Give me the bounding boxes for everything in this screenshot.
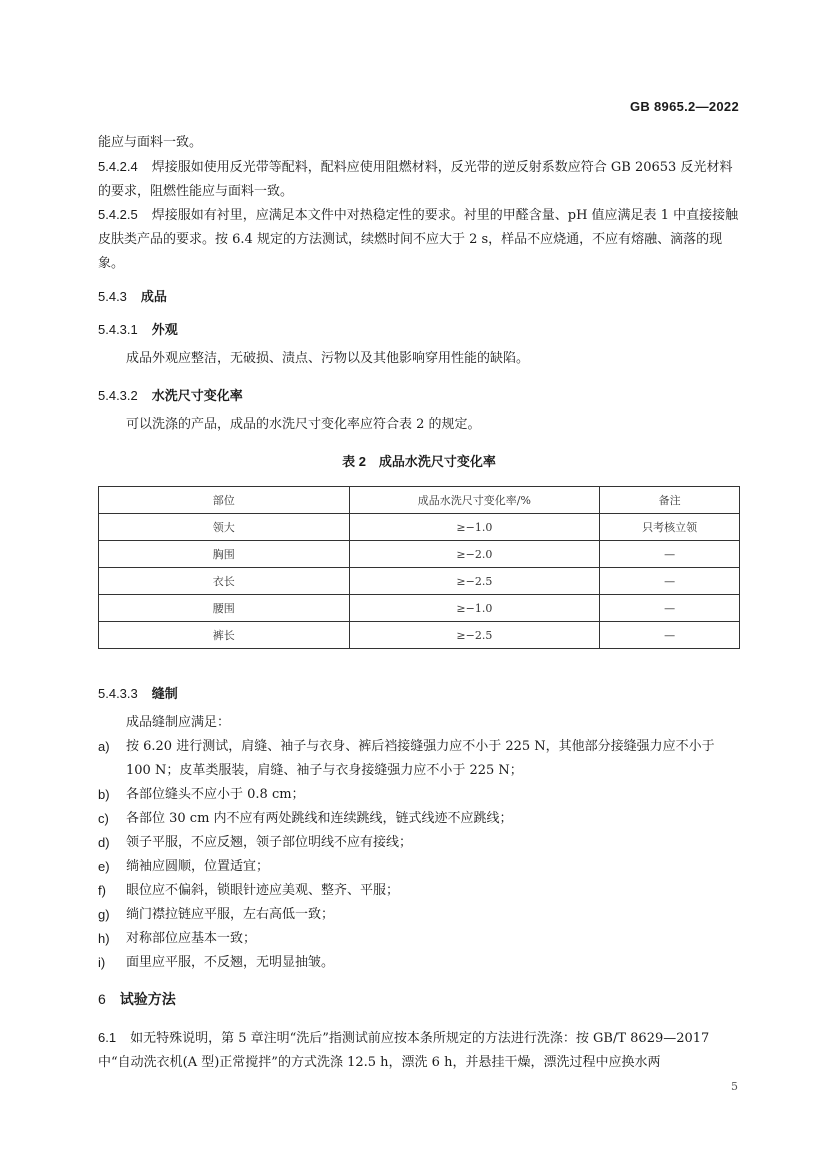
heading-title: 外观 <box>151 322 178 337</box>
list-marker: d) <box>98 835 110 850</box>
list-item-text: 各部位 30 cm 内不应有两处跳线和连续跳线，链式线迹不应跳线； <box>126 811 513 826</box>
heading-title: 成品 <box>140 289 167 304</box>
document-header: GB 8965.2—2022 <box>630 99 739 114</box>
list-marker: b) <box>98 787 110 802</box>
column-header: 备注 <box>600 487 740 514</box>
list-item <box>98 735 740 783</box>
clause-5-4-3-2-text: 可以洗涤的产品，成品的水洗尺寸变化率应符合表 2 的规定。 <box>126 417 481 432</box>
table-cell: 胸围 <box>99 541 350 568</box>
list-item <box>98 855 740 879</box>
list-marker: g) <box>98 907 110 922</box>
list-marker: a) <box>98 739 110 754</box>
table-cell: 只考核立领 <box>600 514 740 541</box>
list-marker: c) <box>98 811 109 826</box>
list-item-text: 各部位缝头不应小于 0.8 cm； <box>126 787 305 802</box>
heading-5-4-3-1 <box>98 319 178 338</box>
list-item <box>98 783 740 807</box>
table-header-row <box>99 487 740 514</box>
heading-5-4-3 <box>98 286 167 305</box>
clause-text: 焊接服如使用反光带等配料，配料应使用阻燃材料，反光带的逆反射系数应符合 GB 20653 反光材料的要求，阻燃性能应与面料一致。 <box>98 160 733 199</box>
table-cell: ≥−2.0 <box>349 541 600 568</box>
table-cell: — <box>600 541 740 568</box>
clause-text: 如无特殊说明，第 5 章注明“洗后”指测试前应按本条所规定的方法进行洗涤：按 GB/T 8629—2017 中“自动洗衣机(A 型)正常搅拌”的方式洗涤 12.5 h，漂洗 6 h，并悬挂干燥，漂洗过程中应换水两 <box>98 1031 710 1070</box>
heading-5-4-3-2 <box>98 385 243 404</box>
list-marker: f) <box>98 883 106 898</box>
table-cell: 衣长 <box>99 568 350 595</box>
table-row <box>99 568 740 595</box>
heading-5-4-3-3 <box>98 683 178 702</box>
clause-text: 焊接服如有衬里，应满足本文件中对热稳定性的要求。衬里的甲醛含量、pH 值应满足表 1 中直接接触皮肤类产品的要求。按 6.4 规定的方法测试，续燃时间不应大于 2 s，样品不应烧通，不应有熔融、滴落的现象。 <box>98 208 739 271</box>
table-cell: ≥−2.5 <box>349 568 600 595</box>
clause-number: 5.4.2.4 <box>98 159 138 174</box>
list-item <box>98 831 740 855</box>
table-cell: 裤长 <box>99 622 350 649</box>
list-item <box>98 951 740 975</box>
table-cell: ≥−2.5 <box>349 622 600 649</box>
clause-5-4-3-1-text: 成品外观应整洁，无破损、渍点、污物以及其他影响穿用性能的缺陷。 <box>126 351 530 366</box>
page-number: 5 <box>731 1080 738 1093</box>
table-cell: 领大 <box>99 514 350 541</box>
list-item-text: 眼位应不偏斜，锁眼针迹应美观、整齐、平服； <box>126 883 400 898</box>
paragraph-continuation: 能应与面料一致。 <box>98 135 203 150</box>
heading-6 <box>98 989 176 1009</box>
table-cell: ≥−1.0 <box>349 595 600 622</box>
list-marker: i) <box>98 955 106 970</box>
column-header: 成品水洗尺寸变化率/% <box>349 487 600 514</box>
heading-title: 缝制 <box>151 686 178 701</box>
table-cell: — <box>600 595 740 622</box>
shrinkage-table <box>98 486 740 649</box>
table-row <box>99 595 740 622</box>
clause-number: 6.1 <box>98 1030 117 1045</box>
sewing-intro: 成品缝制应满足： <box>126 715 231 730</box>
list-marker: e) <box>98 859 110 874</box>
list-item-text: 绱袖应圆顺，位置适宜； <box>126 859 270 874</box>
list-item-text: 面里应平服，不反翘，无明显抽皱。 <box>126 955 335 970</box>
heading-number: 5.4.3.3 <box>98 686 138 701</box>
clause-number: 5.4.2.5 <box>98 207 138 222</box>
heading-number: 6 <box>98 991 106 1007</box>
heading-number: 5.4.3 <box>98 289 127 304</box>
table-cell: — <box>600 568 740 595</box>
clause-5-4-2-4 <box>98 155 740 204</box>
list-item-text: 绱门襟拉链应平服，左右高低一致； <box>126 907 335 922</box>
list-item <box>98 879 740 903</box>
list-item <box>98 807 740 831</box>
list-item-text: 按 6.20 进行测试，肩缝、袖子与衣身、裤后裆接缝强力应不小于 225 N，其他部分接缝强力应不小于 100 N；皮革类服装，肩缝、袖子与衣身接缝强力应不小于 225 N； <box>126 739 715 778</box>
table-cell: — <box>600 622 740 649</box>
list-marker: h) <box>98 931 110 946</box>
table-row <box>99 622 740 649</box>
clause-6-1 <box>98 1026 740 1075</box>
table-cell: ≥−1.0 <box>349 514 600 541</box>
heading-number: 5.4.3.1 <box>98 322 138 337</box>
heading-title: 水洗尺寸变化率 <box>151 388 243 403</box>
list-item-text: 对称部位应基本一致； <box>126 931 257 946</box>
table-row <box>99 514 740 541</box>
column-header: 部位 <box>99 487 350 514</box>
list-item-text: 领子平服，不应反翘，领子部位明线不应有接线； <box>126 835 413 850</box>
heading-number: 5.4.3.2 <box>98 388 138 403</box>
table-caption: 表 2 成品水洗尺寸变化率 <box>342 454 496 469</box>
heading-title: 试验方法 <box>119 991 176 1007</box>
table-cell: 腰围 <box>99 595 350 622</box>
clause-5-4-2-5 <box>98 203 740 276</box>
list-item <box>98 903 740 927</box>
table-row <box>99 541 740 568</box>
list-item <box>98 927 740 951</box>
